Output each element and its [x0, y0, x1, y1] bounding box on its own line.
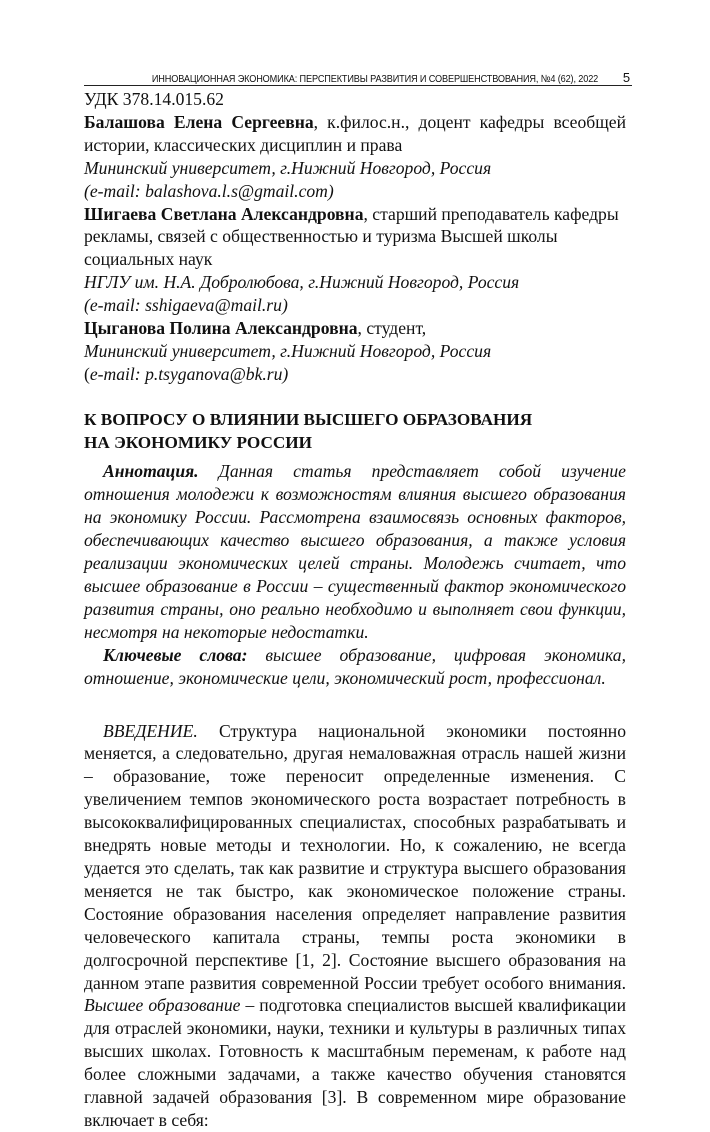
author-3-email: e-mail: p.tsyganova@bk.ru): [89, 363, 289, 384]
article-title-line-2: НА ЭКОНОМИКУ РОССИИ: [84, 432, 313, 452]
author-3-email-line: [84, 363, 632, 386]
author-2-position: [84, 203, 626, 272]
keywords-text: высшее образование, цифровая экономика, отношение, экономические цели, экономический рост, профессионал.: [84, 644, 626, 688]
author-1-position: [84, 111, 626, 157]
author-3-position: [84, 317, 632, 340]
page-number: 5: [622, 70, 630, 85]
abstract-label: Аннотация.: [103, 461, 199, 482]
udk-code: УДК 378.14.015.62: [84, 89, 224, 109]
author-3-affiliation: Мининский университет, г.Нижний Новгород, Россия: [84, 340, 492, 361]
author-1-title: , к.филос.н., доцент кафедры всеобщей истории, классических дисциплин и права: [84, 111, 626, 155]
author-3-title: , студент,: [357, 318, 427, 339]
author-2-affiliation: НГЛУ им. Н.А. Добролюбова, г.Нижний Новгород, Россия: [84, 272, 520, 293]
author-block: [84, 111, 632, 386]
author-2-title: , старший преподаватель кафедры рекламы, связей с общественностью и туризма Высшей школы социальных наук: [84, 203, 619, 270]
introduction-label: ВВЕДЕНИЕ.: [103, 720, 198, 741]
author-2-name: Шигаева Светлана Александровна: [84, 203, 364, 224]
introduction-text-2: – подготовка специалистов высшей квалификации для отраслей экономики, науки, техники и культуры в различных типах высших школах. Готовность к масштабным переменам, к работе над более сложными задачами, а также качество обучения становятся главной задачей образования [3]. В современном мире образование включает в себя:: [84, 995, 626, 1130]
author-1-name: Балашова Елена Сергеевна: [84, 111, 314, 132]
article-title-line-1: К ВОПРОСУ О ВЛИЯНИИ ВЫСШЕГО ОБРАЗОВАНИЯ: [84, 409, 533, 429]
introduction-text-1: Структура национальной экономики постоянно меняется, а следовательно, другая немаловажная отрасль нашей жизни – образование, тоже переносит определенные изменения. С увеличением темпов экономического роста возрастает потребность в высококвалифицированных специалистах, способных разрабатывать и внедрять новые методы и технологии. Но, к сожалению, не всегда удается это сделать, так как развитие и структура высшего образования меняется не так быстро, как экономическое положение страны. Состояние образования населения определяет направление развития человеческого капитала страны, темпы роста экономики в долгосрочной перспективе [1, 2]. Состояние высшего образования на данном этапе развития современной России требует особого внимания.: [84, 720, 626, 993]
author-2-email: (e-mail: sshigaeva@mail.ru): [84, 295, 288, 316]
keywords-label: Ключевые слова:: [103, 644, 248, 665]
introduction-term: Высшее образование: [84, 995, 241, 1016]
author-1-affiliation: Мининский университет, г.Нижний Новгород, Россия: [84, 157, 492, 178]
abstract: [84, 460, 626, 643]
email-paren: (: [84, 363, 90, 384]
spacer: [84, 690, 632, 720]
author-1-email: (e-mail: balashova.l.s@gmail.com): [84, 180, 334, 201]
journal-title: ИННОВАЦИОННАЯ ЭКОНОМИКА: ПЕРСПЕКТИВЫ РАЗВИТИЯ И СОВЕРШЕНСТВОВАНИЯ, №4 (62), 2022: [151, 74, 598, 85]
introduction-paragraph: [84, 720, 626, 1132]
running-header: [84, 66, 632, 86]
author-3-name: Цыганова Полина Александровна: [84, 318, 358, 339]
keywords: [84, 644, 626, 690]
document-page: [84, 66, 632, 1132]
article-title: [84, 409, 632, 455]
abstract-text: Данная статья представляет собой изучение отношения молодежи к возможностям влияния высшего образования на экономику России. Рассмотрена взаимосвязь основных факторов, обеспечивающих качество высшего образования, а также условия реализации экономических целей страны. Молодежь считает, что высшее образование в России – существенный фактор экономического развития страны, оно реально необходимо и выполняет свои функции, несмотря на некоторые недостатки.: [84, 461, 626, 642]
